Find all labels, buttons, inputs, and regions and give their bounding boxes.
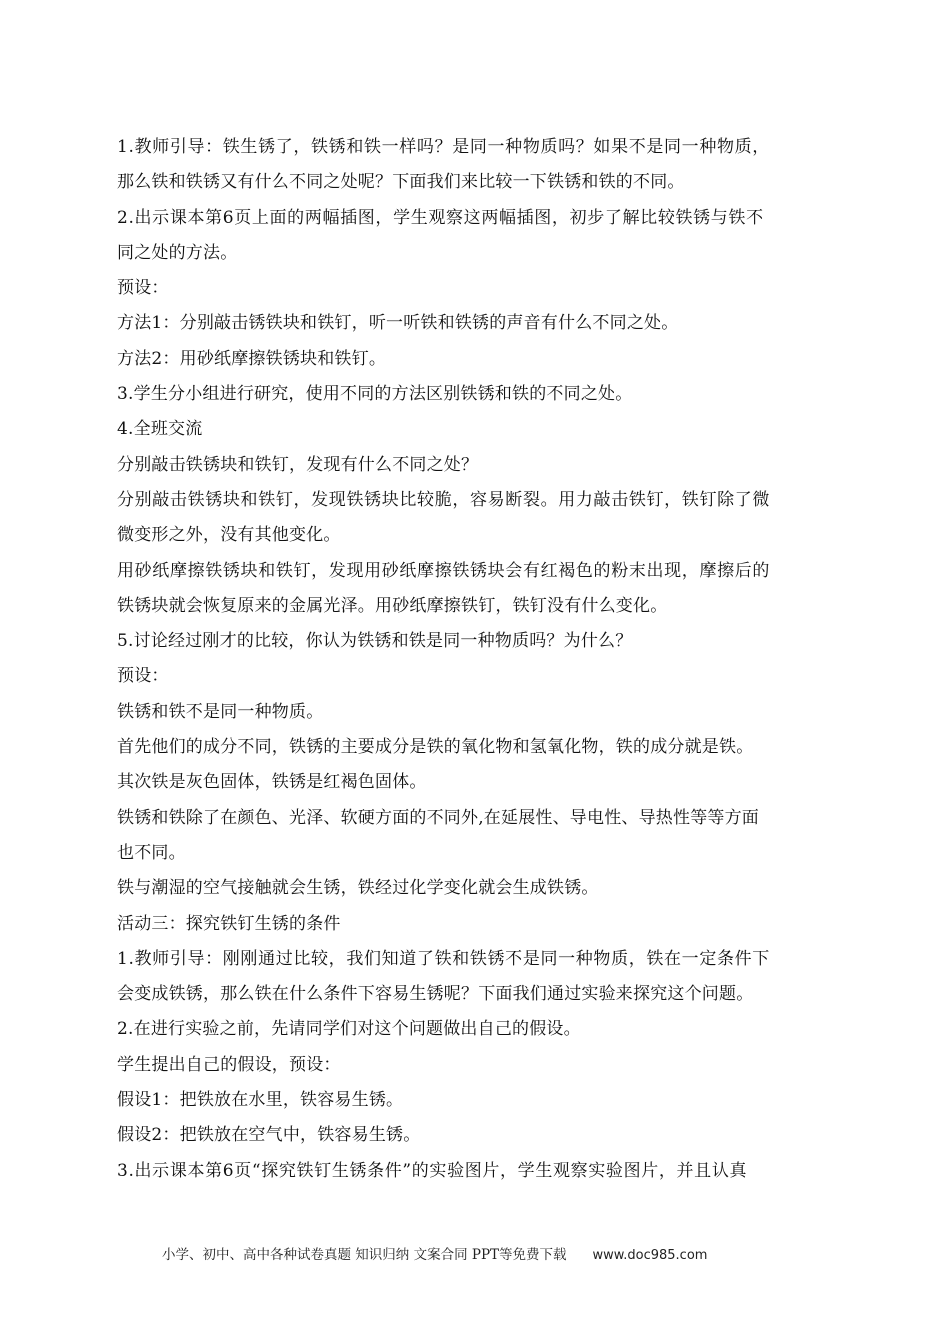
text-line: 铁锈和铁除了在颜色、光泽、软硬方面的不同外,在延展性、导电性、导热性等等方面	[117, 807, 760, 828]
text-line: 铁锈块就会恢复原来的金属光泽。用砂纸摩擦铁钉，铁钉没有什么变化。	[117, 595, 668, 616]
text-line: 微变形之外，没有其他变化。	[117, 525, 341, 546]
text-line: 也不同。	[117, 842, 186, 863]
text-line: 2.出示课本第6页上面的两幅插图，学生观察这两幅插图，初步了解比较铁锈与铁不	[117, 207, 764, 228]
text-line: 4.全班交流	[117, 419, 203, 440]
text-line: 假设1：把铁放在水里，铁容易生锈。	[117, 1090, 404, 1111]
text-line: 其次铁是灰色固体，铁锈是红褐色固体。	[117, 772, 427, 793]
text-line: 预设：	[117, 666, 169, 687]
text-line: 2.在进行实验之前，先请同学们对这个问题做出自己的假设。	[117, 1019, 581, 1040]
text-line: 1.教师引导：刚刚通过比较，我们知道了铁和铁锈不是同一种物质，铁在一定条件下	[117, 948, 770, 969]
text-line: 方法2：用砂纸摩擦铁锈块和铁钉。	[117, 348, 387, 369]
text-line: 3.学生分小组进行研究，使用不同的方法区别铁锈和铁的不同之处。	[117, 384, 633, 405]
document-body	[117, 130, 839, 1189]
footer-text: 小学、初中、高中各种试卷真题 知识归纳 文案合同 PPT等免费下载	[162, 1247, 567, 1263]
text-line: 方法1：分别敲击锈铁块和铁钉，听一听铁和铁锈的声音有什么不同之处。	[117, 313, 679, 334]
text-line: 铁锈和铁不是同一种物质。	[117, 701, 324, 722]
text-line: 3.出示课本第6页“探究铁钉生锈条件”的实验图片，学生观察实验图片，并且认真	[117, 1160, 748, 1181]
text-line: 首先他们的成分不同，铁锈的主要成分是铁的氧化物和氢氧化物，铁的成分就是铁。	[117, 737, 754, 758]
text-line: 分别敲击铁锈块和铁钉，发现有什么不同之处？	[117, 454, 479, 475]
text-line: 预设：	[117, 278, 169, 299]
text-line: 会变成铁锈，那么铁在什么条件下容易生锈呢？下面我们通过实验来探究这个问题。	[117, 984, 754, 1005]
text-line: 分别敲击铁锈块和铁钉，发现铁锈块比较脆，容易断裂。用力敲击铁钉，铁钉除了微	[117, 489, 771, 510]
section-heading: 活动三：探究铁钉生锈的条件	[117, 913, 341, 934]
text-line: 学生提出自己的假设，预设：	[117, 1054, 341, 1075]
text-line: 同之处的方法。	[117, 242, 238, 263]
text-line: 那么铁和铁锈又有什么不同之处呢？下面我们来比较一下铁锈和铁的不同。	[117, 172, 685, 193]
text-line: 5.讨论经过刚才的比较，你认为铁锈和铁是同一种物质吗？为什么？	[117, 631, 633, 652]
text-line: 用砂纸摩擦铁锈块和铁钉，发现用砂纸摩擦铁锈块会有红褐色的粉末出现，摩擦后的	[117, 560, 771, 581]
footer-site-link[interactable]: www.doc985.com	[592, 1248, 708, 1263]
page-footer	[162, 1245, 802, 1266]
text-line: 假设2：把铁放在空气中，铁容易生锈。	[117, 1125, 421, 1146]
text-line: 1.教师引导：铁生锈了，铁锈和铁一样吗？是同一种物质吗？如果不是同一种物质，	[117, 137, 770, 157]
text-line: 铁与潮湿的空气接触就会生锈，铁经过化学变化就会生成铁锈。	[117, 878, 599, 899]
